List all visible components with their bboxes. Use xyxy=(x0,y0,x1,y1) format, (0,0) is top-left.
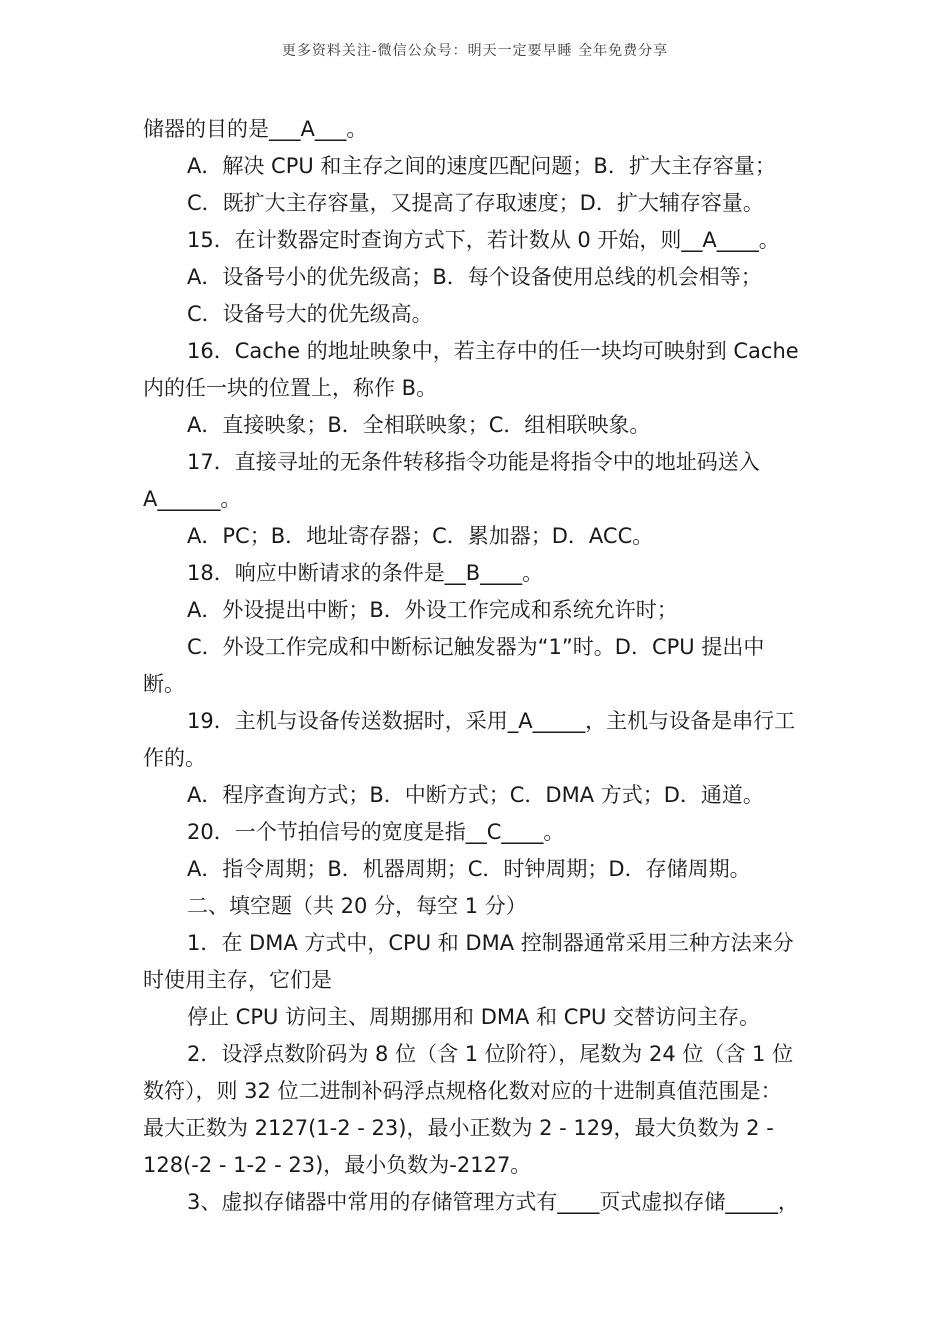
text-line: A______。 xyxy=(143,487,242,511)
text-line: 二、填空题（共 20 分，每空 1 分） xyxy=(187,894,527,918)
document-body xyxy=(143,111,808,1221)
text-line: 1．在 DMA 方式中，CPU 和 DMA 控制器通常采用三种方法来分 xyxy=(187,931,794,955)
text-line: A．直接映象；B．全相联映象；C．组相联映象。 xyxy=(187,413,651,437)
text-line: C．外设工作完成和中断标记触发器为“1”时。D．CPU 提出中 xyxy=(187,635,765,659)
text-line: C．既扩大主存容量，又提高了存取速度；D．扩大辅存容量。 xyxy=(187,191,764,215)
text-line: 储器的目的是___A___。 xyxy=(143,117,368,141)
page-header: 更多资料关注-微信公众号：明天一定要早睡 全年免费分享 xyxy=(281,43,669,59)
text-line: A．PC；B．地址寄存器；C．累加器；D．ACC。 xyxy=(187,524,654,548)
text-line: A．外设提出中断；B．外设工作完成和系统允许时； xyxy=(187,598,678,622)
text-line: A．设备号小的优先级高；B．每个设备使用总线的机会相等； xyxy=(187,265,762,289)
text-line: A．指令周期；B．机器周期；C．时钟周期；D．存储周期。 xyxy=(187,857,751,881)
text-line: 15．在计数器定时查询方式下，若计数从 0 开始，则__A____。 xyxy=(187,228,780,252)
text-line: A．解决 CPU 和主存之间的速度匹配问题；B．扩大主存容量； xyxy=(187,154,776,178)
text-line: 20．一个节拍信号的宽度是指__C____。 xyxy=(187,820,565,844)
text-line: 内的任一块的位置上，称作 B。 xyxy=(143,376,438,400)
text-line: C．设备号大的优先级高。 xyxy=(187,302,433,326)
text-line: 停止 CPU 访问主、周期挪用和 DMA 和 CPU 交替访问主存。 xyxy=(187,1005,761,1029)
text-line: 数符），则 32 位二进制补码浮点规格化数对应的十进制真值范围是： xyxy=(143,1079,782,1103)
text-line: 3、虚拟存储器中常用的存储管理方式有____页式虚拟存储_____， xyxy=(187,1190,799,1214)
text-line: A．程序查询方式；B．中断方式；C．DMA 方式；D．通道。 xyxy=(187,783,764,807)
text-line: 断。 xyxy=(143,672,185,696)
text-line: 时使用主存，它们是 xyxy=(143,968,332,992)
text-line: 2．设浮点数阶码为 8 位（含 1 位阶符），尾数为 24 位（含 1 位 xyxy=(187,1042,794,1066)
text-line: 128(-2 - 1-2 - 23)，最小负数为-2127。 xyxy=(143,1153,532,1177)
text-line: 19．主机与设备传送数据时，采用_A_____，主机与设备是串行工 xyxy=(187,709,796,733)
text-line: 18．响应中断请求的条件是__B____。 xyxy=(187,561,544,585)
text-line: 16．Cache 的地址映象中，若主存中的任一块均可映射到 Cache xyxy=(187,339,799,363)
text-line: 17．直接寻址的无条件转移指令功能是将指令中的地址码送入 xyxy=(187,450,760,474)
text-line: 作的。 xyxy=(143,746,206,770)
text-line: 最大正数为 2127(1-2 - 23)，最小正数为 2 - 129，最大负数为 2 - xyxy=(143,1116,774,1140)
